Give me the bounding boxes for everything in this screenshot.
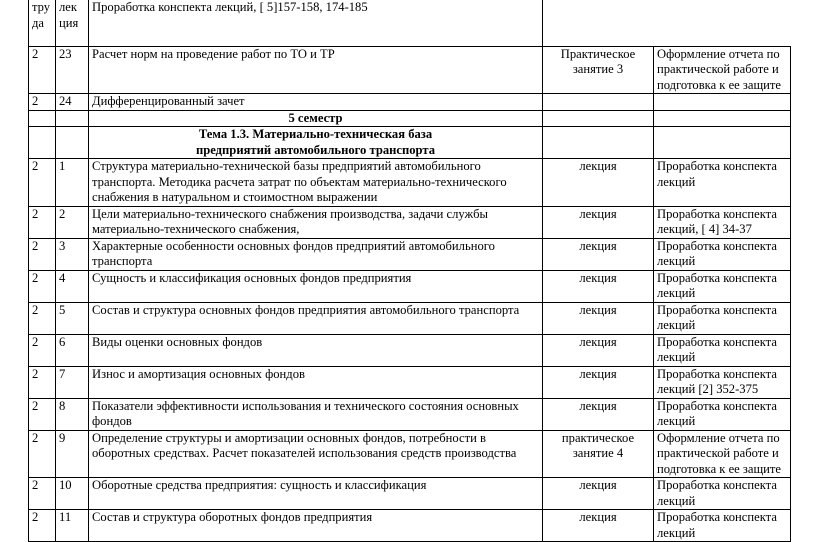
- hours-cell: 2: [29, 366, 56, 398]
- lesson-type-cell: лекция: [543, 398, 654, 430]
- empty-cell: [654, 110, 791, 127]
- self-study-cell: Оформление отчета по практической работе и подготовка к ее защите: [654, 46, 791, 94]
- self-study-cell: Проработка конспекта лекций: [654, 238, 791, 270]
- topic-cell: Показатели эффективности использования и технического состояния основных фондов: [89, 398, 543, 430]
- topic-cell: Цели материально-технического снабжения производства, задачи службы материально-технического снабжения,: [89, 206, 543, 238]
- topic-cell: Состав и структура оборотных фондов предприятия: [89, 510, 543, 542]
- lesson-header: лек ция: [56, 0, 89, 46]
- lesson-number-cell: 3: [56, 238, 89, 270]
- empty-cell: [56, 110, 89, 127]
- lesson-type-cell: лекция: [543, 270, 654, 302]
- lesson-type-cell: Практическое занятие 3: [543, 46, 654, 94]
- lesson-number-cell: 6: [56, 334, 89, 366]
- table-row: [29, 206, 791, 238]
- self-study-cell: Проработка конспекта лекций, [ 4] 34-37: [654, 206, 791, 238]
- table-row: [29, 270, 791, 302]
- topic-cell: Дифференцированный зачет: [89, 94, 543, 111]
- theme-heading: Тема 1.3. Материально-техническая база предприятий автомобильного транспорта: [89, 127, 543, 159]
- table-row: [29, 159, 791, 207]
- topic-cell: Сущность и классификация основных фондов предприятия: [89, 270, 543, 302]
- lesson-number-cell: 4: [56, 270, 89, 302]
- topic-cell: Оборотные средства предприятия: сущность и классификация: [89, 478, 543, 510]
- lesson-number-cell: 9: [56, 430, 89, 478]
- table-row: [29, 366, 791, 398]
- table-row: [29, 430, 791, 478]
- topic-cell: Структура материально-технической базы предприятий автомобильного транспорта. Методика расчета затрат по объектам материально-технического снабжения в натуральном и стоимостном выражении: [89, 159, 543, 207]
- lesson-type-cell: [543, 94, 654, 111]
- lesson-number-cell: 23: [56, 46, 89, 94]
- topic-cell: Износ и амортизация основных фондов: [89, 366, 543, 398]
- lesson-number-cell: 11: [56, 510, 89, 542]
- hours-cell: 2: [29, 398, 56, 430]
- empty-cell: [654, 127, 791, 159]
- table-row: [29, 334, 791, 366]
- self-study-cell: Проработка конспекта лекций: [654, 478, 791, 510]
- empty-cell: [29, 110, 56, 127]
- topic-cell: Расчет норм на проведение работ по ТО и ТР: [89, 46, 543, 94]
- hours-cell: 2: [29, 159, 56, 207]
- table-row: [29, 478, 791, 510]
- self-study-cell: Проработка конспекта лекций [2] 352-375: [654, 366, 791, 398]
- topic-cell: Определение структуры и амортизации основных фондов, потребности в оборотных средствах. Расчет показателей использования средств производства: [89, 430, 543, 478]
- lesson-number-cell: 24: [56, 94, 89, 111]
- empty-cell: [56, 127, 89, 159]
- hours-cell: 2: [29, 510, 56, 542]
- table-row: [29, 398, 791, 430]
- hours-cell: 2: [29, 94, 56, 111]
- hours-cell: 2: [29, 478, 56, 510]
- hours-cell: 2: [29, 430, 56, 478]
- table-row: [29, 0, 791, 46]
- hours-cell: 2: [29, 302, 56, 334]
- lesson-type-cell: лекция: [543, 366, 654, 398]
- lesson-type-cell: лекция: [543, 510, 654, 542]
- lesson-type-cell: лекция: [543, 478, 654, 510]
- hours-cell: 2: [29, 206, 56, 238]
- self-study-cell: Проработка конспекта лекций: [654, 334, 791, 366]
- theme-row: [29, 127, 791, 159]
- table-row: [29, 510, 791, 542]
- hours-cell: 2: [29, 334, 56, 366]
- self-study-cell: [654, 94, 791, 111]
- topic-cell: Виды оценки основных фондов: [89, 334, 543, 366]
- lesson-type-cell: лекция: [543, 334, 654, 366]
- self-study-cell: Проработка конспекта лекций: [654, 270, 791, 302]
- lesson-type-cell: лекция: [543, 206, 654, 238]
- lesson-type-cell: лекция: [543, 159, 654, 207]
- lesson-number-cell: 8: [56, 398, 89, 430]
- table-row: [29, 46, 791, 94]
- semester-heading: 5 семестр: [89, 110, 543, 127]
- lesson-number-cell: 5: [56, 302, 89, 334]
- topic-cell: Характерные особенности основных фондов предприятий автомобильного транспорта: [89, 238, 543, 270]
- topic-cell: Проработка конспекта лекций, [ 5]157-158, 174-185: [89, 0, 543, 46]
- self-study-cell: Проработка конспекта лекций: [654, 159, 791, 207]
- table-row: [29, 302, 791, 334]
- table-row: [29, 238, 791, 270]
- empty-cell: [543, 0, 791, 46]
- lesson-type-cell: практическое занятие 4: [543, 430, 654, 478]
- self-study-cell: Проработка конспекта лекций: [654, 398, 791, 430]
- lesson-type-cell: лекция: [543, 302, 654, 334]
- empty-cell: [29, 127, 56, 159]
- self-study-cell: Проработка конспекта лекций: [654, 302, 791, 334]
- hours-cell: 2: [29, 46, 56, 94]
- hours-cell: 2: [29, 238, 56, 270]
- self-study-cell: Оформление отчета по практической работе и подготовка к ее защите: [654, 430, 791, 478]
- lesson-number-cell: 2: [56, 206, 89, 238]
- lesson-number-cell: 7: [56, 366, 89, 398]
- hours-cell: 2: [29, 270, 56, 302]
- topic-cell: Состав и структура основных фондов предприятия автомобильного транспорта: [89, 302, 543, 334]
- semester-row: [29, 110, 791, 127]
- table-row: [29, 94, 791, 111]
- lesson-number-cell: 1: [56, 159, 89, 207]
- empty-cell: [543, 110, 654, 127]
- lesson-number-cell: 10: [56, 478, 89, 510]
- hours-header: тру да: [29, 0, 56, 46]
- curriculum-table: [28, 0, 791, 542]
- lesson-type-cell: лекция: [543, 238, 654, 270]
- self-study-cell: Проработка конспекта лекций: [654, 510, 791, 542]
- empty-cell: [543, 127, 654, 159]
